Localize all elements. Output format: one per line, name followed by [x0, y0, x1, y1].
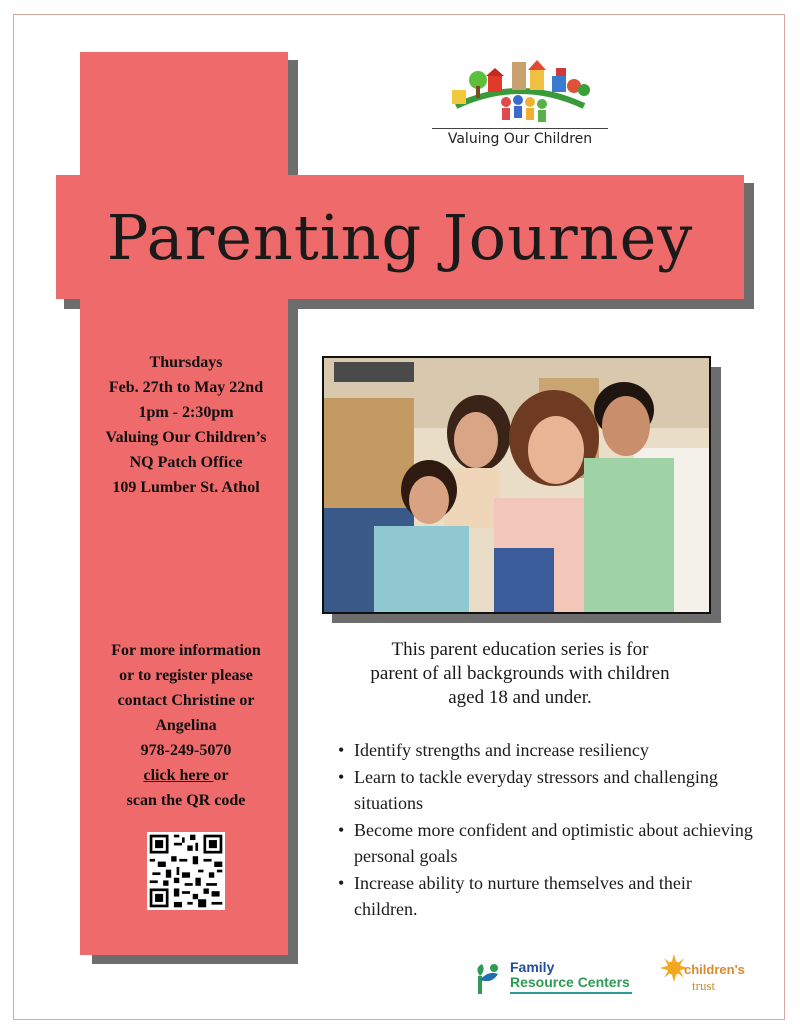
contact-qr-line: scan the QR code: [126, 792, 246, 809]
description-line: parent of all backgrounds with children: [370, 663, 670, 684]
left-panel-top: [80, 52, 288, 180]
logo-text: Valuing Our Children: [447, 131, 593, 147]
logo-divider: [432, 128, 608, 129]
contact-line: For more information: [111, 642, 261, 659]
schedule-address: 109 Lumber St. Athol: [112, 479, 260, 496]
list-item: • Increase ability to nurture themselves and their children.: [334, 870, 754, 922]
schedule-dates: Feb. 27th to May 22nd: [108, 379, 264, 396]
contact-link-line: [84, 763, 288, 788]
benefits-list: [334, 737, 754, 923]
contact-line: Angelina: [155, 717, 217, 734]
schedule-office: NQ Patch Office: [129, 454, 243, 471]
list-item: • Identify strengths and increase resiliency: [334, 737, 754, 763]
frc-text: [510, 960, 630, 990]
page-title: Parenting Journey: [106, 200, 694, 274]
frc-line2: Resource Centers: [510, 974, 630, 990]
description-line: aged 18 and under.: [448, 687, 592, 708]
schedule-time: 1pm - 2:30pm: [138, 404, 234, 421]
description-line: This parent education series is for: [391, 639, 649, 660]
list-item: • Become more confident and optimistic about achieving personal goals: [334, 817, 754, 869]
qr-code-icon[interactable]: [147, 832, 225, 910]
schedule-org: Valuing Our Children’s: [105, 429, 267, 446]
contact-line: or to register please: [119, 667, 253, 684]
childrens-trust-sub: trust: [692, 978, 716, 993]
childrens-trust-name: children's: [684, 962, 745, 977]
family-photo: [322, 356, 711, 614]
contact-phone: 978-249-5070: [140, 742, 232, 759]
list-item: • Learn to tackle everyday stressors and challenging situations: [334, 764, 754, 816]
contact-or: or: [213, 767, 229, 784]
contact-line: contact Christine or: [117, 692, 255, 709]
frc-line1: Family: [510, 959, 555, 975]
description: [330, 638, 710, 710]
schedule-day: Thursdays: [149, 354, 223, 371]
schedule-block: [84, 350, 288, 500]
frc-underline: [510, 992, 632, 994]
click-here-link[interactable]: click here: [143, 767, 214, 784]
contact-block: [84, 638, 288, 813]
